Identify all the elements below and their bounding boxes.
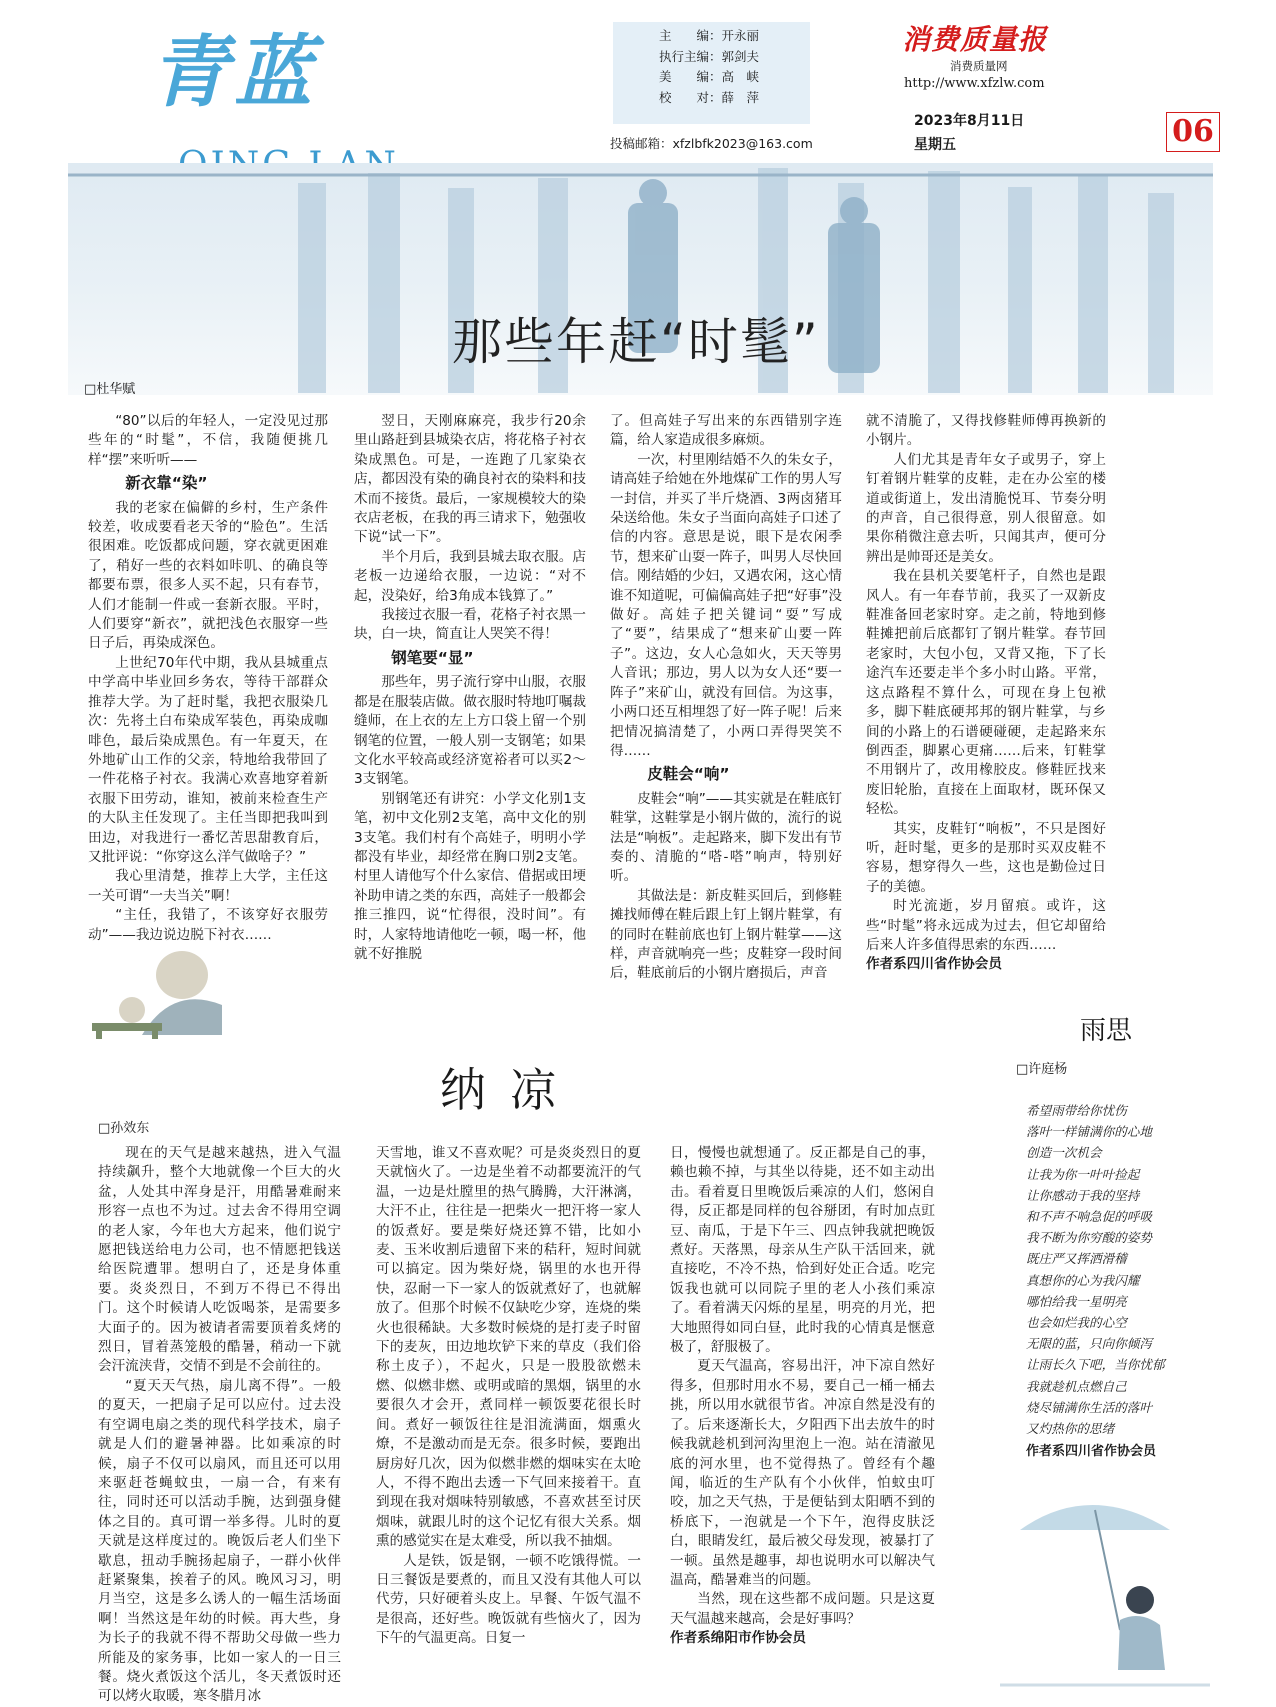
staff-name: 郭剑夫 [721,48,760,64]
article2-title: 纳凉 [440,1063,580,1117]
paragraph: 日，慢慢也就想通了。反正都是自己的事，赖也赖不掉，与其坐以待毙，还不如主动出击。看着夏日里晚饭后乘凉的人们，悠闲自得，反正都是同样的包谷掰团，有时加点豇豆、南瓜，于是下午三、四点钟我就把晚饭煮好。天落黑，母亲从生产队干活回来，就直接吃，不冷不热，恰到好处正合适。吃完饭我也就可以同院子里的老人小孩们乘凉了。看着满天闪烁的星星，明亮的月光，把大地照得如同白昼，此时我的心情真是惬意极了，舒服极了。 [670,1145,935,1356]
submission-email[interactable]: 投稿邮箱：xfzlbfk2023@163.com [610,136,813,151]
paragraph: 人们尤其是青年女子或男子，穿上钉着钢片鞋掌的皮鞋，走在办公室的楼道或街道上，发出清脆悦耳、节奏分明的声音，自己很得意，别人很留意。如果你稍微注意去听，只闻其声，便可分辨出是帅哥还是美女。 [866,451,1106,565]
poem-line: 真想你的心为我闪耀 [1026,1272,1140,1288]
staff-role: 执行主编： [659,48,722,64]
article2-author: □孙效东 [98,1121,150,1136]
staff-row [659,88,810,109]
staff-role: 校 对： [659,89,722,105]
poem-line: 希望雨带给你忧伤 [1026,1103,1127,1118]
author-note: 作者系绵阳市作协会员 [670,1630,806,1647]
poem-signature: 作者系四川省作协会员 [1026,1444,1157,1459]
paragraph: “夏天天气热，扇儿离不得”。一般的夏天，一把扇子足可以应付。过去没有空调电扇之类的现代科学技术，扇子就是人们的避暑神器。比如乘凉的时候，扇子不仅可以扇风，而且还可以用来驱赶苍蝇蚊虫，一扇一合，有来有往，同时还可以活动手腕，达到强身健体之目的。真可谓一举多得。儿时的夏天就是这样度过的。晚饭后老人们坐下歇息，扭动手腕扬起扇子，一群小伙伴赶紧聚集，挨着子的风。晚风习习，明月当空，这是多么诱人的一幅生活场面啊！当然这是年幼的时候。再大些，身为长子的我就不得不帮助父母做一些力所能及的家务事，比如一家人的一日三餐。烧火煮饭这个活儿，冬天煮饭时还可以烤火取暖，寒冬腊月冰 [98,1377,341,1705]
staff-name: 开永丽 [721,28,760,43]
staff-row [659,47,810,68]
poem-line: 也会如烂我的心空 [1026,1315,1127,1331]
staff-row [659,26,810,47]
paragraph: 其做法是：新皮鞋买回后，到修鞋摊找师傅在鞋后跟上钉上钢片鞋掌，有的同时在鞋前底也钉上钢片鞋掌——这样，声音就响亮一些；皮鞋穿一段时间后，鞋底前后的小钢片磨损后，声音 [610,887,842,982]
poem-title: 雨思 [1080,1016,1133,1046]
paragraph: 其实，皮鞋钉“响板”，不只是图好听，赶时髦，更多的是那时买双皮鞋不容易，想穿得久一些，这也是勤俭过日子的美德。 [866,820,1106,895]
paragraph: 了。但高娃子写出来的东西错别字连篇，给人家造成很多麻烦。 [610,413,842,449]
poem-line: 我不断为你穷酸的姿势 [1026,1230,1152,1246]
page-number: 06 [1166,112,1220,152]
poem-author: □许庭杨 [1016,1062,1068,1077]
paragraph: 我心里清楚，推荐上大学，主任这一关可谓“一夫当关”啊！ [88,868,328,904]
paragraph: 夏天气温高，容易出汗，冲下凉自然好得多，但那时用水不易，要自己一桶一桶去挑，所以用水就很节省。冲凉自然是没有的了。后来逐渐长大，夕阳西下出去放牛的时候我就趁机到河沟里泡上一泡。站在清澈见底的河水里，也不觉得热了。曾经有个趣闻，临近的生产队有个小伙伴，怕蚊虫叮咬，加之天气热，于是便钻到太阳晒不到的桥底下，一泡就是一个下午，泡得皮肤泛白，眼睛发红，最后被父母发现，被暴打了一顿。虽然是趣事，却也说明水可以解决气温高，酷暑难当的问题。 [670,1358,935,1588]
paragraph: 我的老家在偏僻的乡村，生产条件较差，收成要看老天爷的“脸色”。生活很困难。吃饭都成问题，穿衣就更困难了，稍好一些的衣料如咔叽、的确良等都要布票，很多人买不起，只有春节，人们才能制一件或一套新衣服。平时，人们要穿“新衣”，就把浅色衣服穿一些日子后，再染成深色。 [88,499,328,652]
article1-column-4 [866,412,1106,975]
girl-with-umbrella-illustration [1000,1490,1210,1690]
poem-line: 和不声不响急促的呼吸 [1026,1209,1152,1225]
poem-line: 哪怕给我一星明亮 [1026,1293,1127,1309]
section-heading: 皮鞋会“响” [647,765,730,784]
poem-line: 烧尽铺满你生活的落叶 [1026,1399,1152,1415]
staff-name: 高 峡 [721,69,760,84]
article1-column-2 [354,412,586,964]
poem-line: 让你感动于我的坚持 [1026,1187,1140,1203]
issue-weekday: 星期五 [914,137,956,153]
poem-line: 又灼热你的思绪 [1026,1421,1115,1437]
poem-line: 我就趁机点燃自己 [1026,1378,1127,1394]
paragraph: 现在的天气是越来越热，进入气温持续飙升，整个大地就像一个巨大的火盆，人处其中浑身是汗，用酷暑难耐来形容一点也不为过。过去舍不得用空调的老人家，今年也大方起来，他们说宁愿把钱送给电力公司，也不情愿把钱送给医院遭罪。想明白了，还是身体重要。炎炎烈日，不到万不得已不得出门。这个时候请人吃饭喝茶，是需要多大面子的。因为被请者需要顶着炙烤的烈日，冒着蒸笼般的酷暑，稍动一下就会汗流浃背，交情不到是不会前往的。 [98,1145,341,1375]
article2-column-2 [376,1144,641,1649]
staff-name: 薛 萍 [721,89,760,105]
paragraph: 就不清脆了，又得找修鞋师傅再换新的小钢片。 [866,413,1106,449]
article2-column-1 [98,1144,341,1707]
poem-lines [1026,1100,1165,1439]
newspaper-name: 消费质量报 [902,23,1048,56]
author-note: 作者系四川省作协会员 [866,956,1002,973]
paragraph: 翌日，天刚麻麻亮，我步行20余里山路赶到县城染衣店，将花格子衬衣染成黑色。可是，一连跑了几家染衣店，都因没有染的确良衬衣的染料和技术而不接货。最后，一家规模较大的染衣店老板，在我的再三请求下，勉强收下说“试一下”。 [354,413,586,546]
poem-line: 既庄严又挥洒滑稽 [1026,1251,1127,1267]
article2-column-3 [670,1144,935,1649]
article1-author: □杜华赋 [84,382,136,397]
paragraph: 一次，村里刚结婚不久的朱女子，请高娃子给她在外地煤矿工作的男人写一封信，并买了半斤烧酒、3两卤猪耳朵送给他。朱女子当面向高娃子口述了信的内容。意思是说，眼下是农闲季节，想来矿山耍一阵子，叫男人尽快回信。刚结婚的少妇，又遇农闲，这心情谁不知道呢，可偏偏高娃子把“好事”没做好。高娃子把关键词“耍”写成了“要”，结果成了“想来矿山要一阵子”。这边，女人心急如火，天天等男人音讯；那边，男人以为女人还“要一阵子”来矿山，就没有回信。为这事，小两口还互相埋怨了好一阵子呢！后来把情况搞清楚了，小两口弄得哭笑不得…… [610,451,842,759]
article1-column-3 [610,412,842,984]
article1-column-1 [88,412,328,945]
poem-line: 让我为你一叶叶捡起 [1026,1166,1140,1182]
paragraph: 时光流逝，岁月留痕。或许，这些“时髦”将永远成为过去，但它却留给后来人许多值得思索的东西…… [866,898,1106,953]
newspaper-url[interactable]: http://www.xfzlw.com [904,76,1045,91]
newspaper-site-name: 消费质量网 [950,59,1008,73]
paragraph: 半个月后，我到县城去取衣服。店老板一边递给衣服，一边说：“对不起，没染好，给3角成本钱算了。” [354,548,586,604]
paragraph: 皮鞋会“响”——其实就是在鞋底钉鞋掌，这鞋掌是小钢片做的，流行的说法是“响板”。走起路来，脚下发出有节奏的、清脆的“嗒-嗒”响声，特别好听。 [610,790,842,885]
staff-role: 主 编： [659,28,722,43]
article1-title: 那些年赶“时髦” [452,313,820,371]
paragraph: 那些年，男子流行穿中山服，衣服都是在服装店做。做衣服时特地叮嘱裁缝师，在上衣的左上方口袋上留一个别钢笔的位置，一般人别一支钢笔；如果文化水平较高或经济宽裕者可以买2～3支钢笔。 [354,674,586,788]
paragraph: 上世纪70年代中期，我从县城重点中学高中毕业回乡务农，等待干部群众推荐大学。为了赶时髦，我把衣服染几次：先将土白布染成军装色，再染成咖啡色，最后染成黑色。有一年夏天，在外地矿山工作的父亲，特地给我带回了一件花格子衬衣。我满心欢喜地穿着新衣服下田劳动，谁知，被前来检查生产的大队主任发现了。主任当即把我叫到田边，对我进行一番忆苦思甜教育后，又批评说：“你穿这么洋气做啥子？” [88,654,328,865]
staff-row [659,67,810,88]
poem-line: 无限的蓝，只向你倾泻 [1026,1336,1152,1352]
paragraph: 我在县机关要笔杆子，自然也是跟风人。有一年春节前，我买了一双新皮鞋准备回老家时穿。走之前，特地到修鞋摊把前后底都钉了钢片鞋掌。春节回老家时，大包小包，又背又拖，下了长途汽车还要走半个多小时山路。平常，这点路程不算什么，可现在身上包袱多，脚下鞋底硬邦邦的钢片鞋掌，与乡间的小路上的石谱硬碰硬，走起路来东倒西歪，脚累心更痛……后来，钉鞋掌不用钢片了，改用橡胶皮。修鞋匠找来废旧轮胎，直接在上面取材，既环保又轻松。 [866,568,1106,818]
section-heading: 新衣靠“染” [125,474,208,493]
staff-role: 美 编： [659,69,722,84]
grandmother-fanning-child-illustration [72,935,242,1040]
paragraph: 人是铁，饭是钢，一顿不吃饿得慌。一日三餐饭是要煮的，而且又没有其他人可以代劳，只好硬着头皮上。早餐、午饭气温不是很高，还好些。晚饭就有些恼火了，因为下午的气温更高。日复一 [376,1552,641,1647]
masthead-title-cn: 青蓝 [150,27,319,118]
paragraph: 我接过衣服一看，花格子衬衣黑一块，白一块，简直让人哭笑不得！ [354,607,586,643]
issue-date: 2023年8月11日 [914,113,1025,129]
poem-line: 落叶一样铺满你的心地 [1026,1124,1152,1140]
poem-line: 创造一次机会 [1026,1145,1102,1161]
paragraph: 当然，现在这些都不成问题。只是这夏天气温越来越高，会是好事吗？ [670,1591,935,1627]
poem-line: 让雨长久下吧，当你忧郁 [1026,1357,1165,1373]
paragraph: 天雪地，谁又不喜欢呢？可是炎炎烈日的夏天就恼火了。一边是坐着不动都要流汗的气温，一边是灶膛里的热气腾腾，大汗淋漓，大汗不止，往往是一把柴火一把汗将一家人的饭煮好。要是柴好烧还算不错，比如小麦、玉米收割后遗留下来的秸秆，短时间就可以搞定。因为柴好烧，锅里的水也开得快，忍耐一下一家人的饭就煮好了，也就解放了。但那个时候不仅缺吃少穿，连烧的柴火也很稀缺。大多数时候烧的是打麦子时留下的麦灰，田边地坎铲下来的草皮（我们俗称土皮子），不起火，只是一股股欲燃未燃、似燃非燃、或明或暗的黑烟，锅里的水要很久才会开，煮同样一顿饭要花很长时间。煮好一顿饭往往是泪流满面，烟熏火燎，不是激动而是无奈。很多时候，要跑出厨房好几次，因为似燃非燃的烟味实在太呛人，不得不跑出去透一下气回来接着干。直到现在我对烟味特别敏感，不喜欢甚至讨厌烟味，就跟儿时的这个记忆有很大关系。烟熏的感觉实在是太难受，所以我不抽烟。 [376,1145,641,1550]
section-heading: 钢笔要“显” [391,648,474,667]
paragraph: “80”以后的年轻人，一定没见过那些年的“时髦”，不信，我随便挑几样“摆”来听听—— [88,413,328,468]
paragraph: “主任，我错了，不该穿好衣服劳动”——我边说边脱下衬衣…… [88,907,328,943]
paragraph: 别钢笔还有讲究：小学文化别1支笔，初中文化别2支笔，高中文化的别3支笔。我们村有个高娃子，明明小学都没有毕业，却经常在胸口别2支笔。村里人请他写个什么家信、借据或田埂补助申请之类的东西，高娃子一般都会推三推四，说“忙得很，没时间”。有时，人家特地请他吃一顿，喝一杯，他就不好推脱 [354,790,586,962]
staff-box [613,22,810,124]
